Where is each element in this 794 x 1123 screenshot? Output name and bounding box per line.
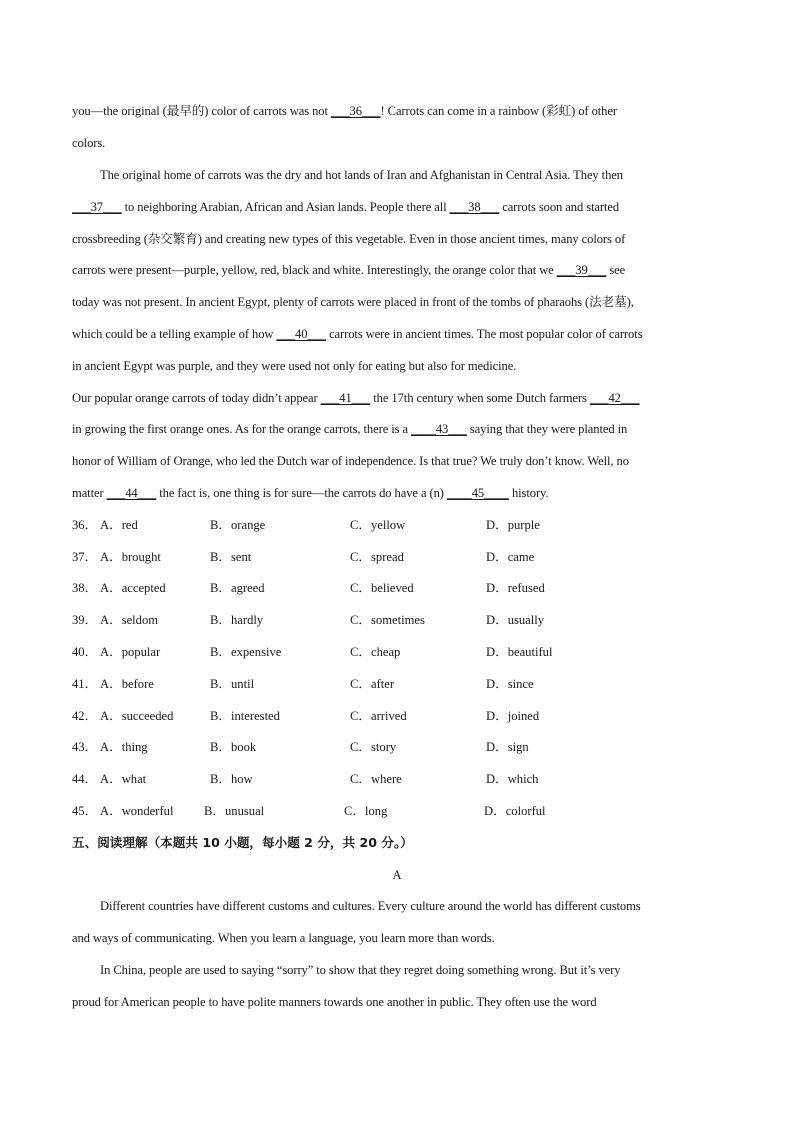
question-number: 37． [72, 550, 98, 564]
option-c: C．story [350, 740, 397, 754]
passage-line-9: in ancient Egypt was purple, and they were used not only for eating but also for medicine. [72, 359, 517, 373]
text-run: carrots were present—purple, yellow, red, black and white. Interestingly, the orange color that we [72, 263, 557, 277]
option-b: B．interested [210, 709, 280, 723]
option-b: B．sent [210, 550, 252, 564]
passage-line-1 [72, 103, 722, 119]
option-d: D．colorful [484, 804, 546, 818]
question-number: 44． [72, 772, 98, 786]
option-b: B．until [210, 677, 255, 691]
question-36 [72, 517, 672, 533]
option-d: D．usually [486, 613, 545, 627]
blank-38: ___38___ [449, 200, 500, 214]
blank-36: ___36___ [330, 104, 381, 118]
blank-40: ___40___ [276, 327, 327, 341]
passage-line-7: today was not present. In ancient Egypt, plenty of carrots were placed in front of the tombs of pharaohs (法老墓), [72, 295, 634, 309]
text-run: to neighboring Arabian, African and Asian lands. People there all [121, 200, 450, 214]
blank-39: ___39___ [556, 263, 607, 277]
text-run: see [606, 263, 626, 277]
question-number: 40． [72, 645, 98, 659]
option-c: C．where [350, 772, 402, 786]
option-b: B．unusual [204, 804, 265, 818]
option-a: A．wonderful [100, 804, 174, 818]
blank-41: ___41___ [320, 391, 371, 405]
text-run: which could be a telling example of how [72, 327, 277, 341]
text-run: the 17th century when some Dutch farmers [370, 391, 590, 405]
option-b: B．expensive [210, 645, 282, 659]
passage-line-10 [72, 390, 722, 406]
question-number: 43． [72, 740, 98, 754]
text-run: carrots were in ancient times. The most popular color of carrots [326, 327, 643, 341]
option-a: A．seldom [100, 613, 159, 627]
option-d: D．since [486, 677, 534, 691]
text-run: saying that they were planted in [466, 422, 628, 436]
option-c: C．after [350, 677, 395, 691]
question-40 [72, 644, 672, 660]
reading-line-1: Different countries have different customs and cultures. Every culture around the world has different customs [100, 899, 641, 913]
question-number: 42． [72, 709, 98, 723]
option-d: D．joined [486, 709, 540, 723]
option-d: D．came [486, 550, 535, 564]
passage-line-3: The original home of carrots was the dry and hot lands of Iran and Afghanistan in Central Asia. They then [100, 168, 623, 182]
question-number: 38． [72, 581, 98, 595]
option-d: D．beautiful [486, 645, 553, 659]
option-d: D．refused [486, 581, 545, 595]
blank-45: ____45____ [446, 486, 509, 500]
passage-line-4 [72, 199, 722, 215]
option-c: C．spread [350, 550, 404, 564]
blank-43: ____43___ [411, 422, 467, 436]
option-a: A．brought [100, 550, 161, 564]
option-c: C．arrived [350, 709, 407, 723]
reading-line-4: proud for American people to have polite manners towards one another in public. They often use the word [72, 995, 597, 1009]
question-45 [72, 803, 672, 819]
option-b: B．how [210, 772, 253, 786]
passage-line-13 [72, 485, 722, 501]
option-d: D．purple [486, 518, 540, 532]
option-b: B．orange [210, 518, 266, 532]
option-d: D．sign [486, 740, 529, 754]
question-number: 45． [72, 804, 98, 818]
blank-42: ___42___ [589, 391, 640, 405]
reading-line-3: In China, people are used to saying “sorry” to show that they regret doing something wrong. But it’s very [100, 963, 621, 977]
reading-line-2: and ways of communicating. When you learn a language, you learn more than words. [72, 931, 495, 945]
passage-line-12: honor of William of Orange, who led the Dutch war of independence. Is that true? We truly don’t know. Well, no [72, 454, 629, 468]
option-c: C．cheap [350, 645, 401, 659]
text-run: matter [72, 486, 107, 500]
option-c: C．long [344, 804, 388, 818]
option-a: A．thing [100, 740, 148, 754]
text-run: history. [508, 486, 549, 500]
text-run: ! Carrots can come in a rainbow (彩虹) of other [380, 104, 617, 118]
text-run: the fact is, one thing is for sure—the carrots do have a (n) [156, 486, 447, 500]
text-run: you—the original (最早的) color of carrots was not [72, 104, 331, 118]
text-run: carrots soon and started [499, 200, 620, 214]
question-42 [72, 708, 672, 724]
question-number: 36． [72, 518, 98, 532]
question-number: 39． [72, 613, 98, 627]
option-a: A．what [100, 772, 147, 786]
question-38 [72, 580, 672, 596]
question-44 [72, 771, 672, 787]
text-run: Our popular orange carrots of today didn’t appear [72, 391, 321, 405]
blank-44: ___44___ [106, 486, 157, 500]
question-41 [72, 676, 672, 692]
passage-line-11 [72, 421, 722, 437]
option-c: C．believed [350, 581, 414, 595]
option-a: A．succeeded [100, 709, 174, 723]
question-43 [72, 739, 672, 755]
text-run: in growing the first orange ones. As for the orange carrots, there is a [72, 422, 412, 436]
option-a: A．red [100, 518, 138, 532]
question-39 [72, 612, 672, 628]
question-37 [72, 549, 672, 565]
option-a: A．popular [100, 645, 161, 659]
option-d: D．which [486, 772, 539, 786]
passage-line-6 [72, 262, 722, 278]
passage-line-2: colors. [72, 136, 106, 150]
passage-line-5: crossbreeding (杂交繁育) and creating new types of this vegetable. Even in those ancient times, many colors of [72, 232, 626, 246]
option-b: B．hardly [210, 613, 264, 627]
option-c: C．sometimes [350, 613, 425, 627]
question-number: 41． [72, 677, 98, 691]
blank-37: ___37___ [72, 200, 122, 214]
option-b: B．book [210, 740, 257, 754]
passage-line-8 [72, 326, 722, 342]
option-c: C．yellow [350, 518, 406, 532]
option-a: A．accepted [100, 581, 166, 595]
option-a: A．before [100, 677, 154, 691]
option-b: B．agreed [210, 581, 265, 595]
section-title: 五、阅读理解（本题共 10 小题，每小题 2 分，共 20 分。） [72, 835, 413, 850]
part-label: A [392, 868, 402, 882]
